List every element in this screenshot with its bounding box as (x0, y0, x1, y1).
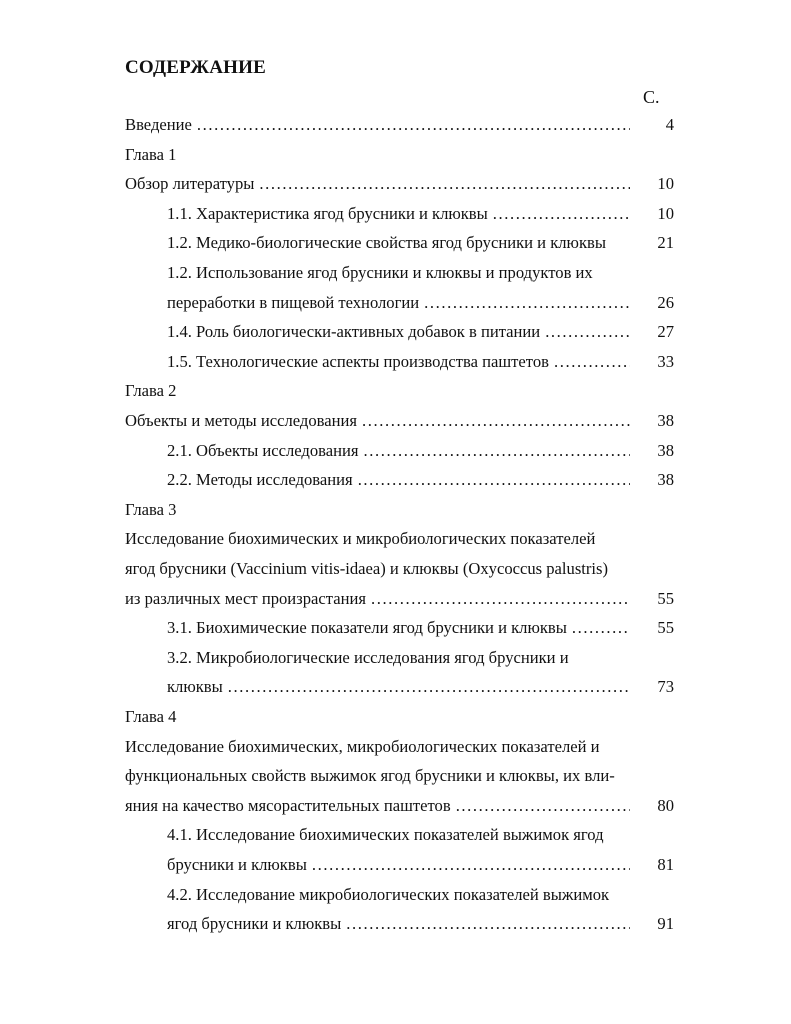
toc-entry-text-line (167, 883, 630, 907)
dot-leader (358, 468, 630, 492)
toc-entry-text-line (125, 379, 630, 403)
dot-leader (456, 794, 630, 818)
dot-leader (259, 172, 630, 196)
toc-entry (167, 231, 674, 255)
toc-page-number: 26 (657, 292, 674, 312)
toc-entry (167, 320, 674, 344)
toc-entry-title: Глава 3 (125, 499, 177, 519)
page-column-header: С. (643, 87, 660, 107)
toc-entry (167, 912, 674, 936)
toc-entry-title: 3.1. Биохимические показатели ягод брусники и клюквы (167, 618, 567, 638)
dot-leader (312, 853, 630, 877)
toc-entry-title: функциональных свойств выжимок ягод брусники и клюквы, их вли- (125, 766, 615, 786)
toc-entry (125, 172, 674, 196)
toc-entry-text-line (125, 705, 630, 729)
dot-leader (554, 350, 630, 374)
toc-entry (167, 616, 674, 640)
dot-leader (228, 675, 630, 699)
dot-leader (493, 202, 630, 226)
toc-page-number: 38 (657, 470, 674, 490)
toc-entry-title: ягод брусники и клюквы (167, 914, 342, 934)
toc-entry-title: переработки в пищевой технологии (167, 292, 420, 312)
toc-entry (167, 468, 674, 492)
toc-page-number: 10 (657, 174, 674, 194)
toc-page-number: 55 (657, 588, 674, 608)
dot-leader (364, 439, 630, 463)
toc-entry-text-line (125, 527, 630, 551)
toc-entry (167, 202, 674, 226)
toc-entry-title: Глава 2 (125, 381, 177, 401)
toc-entry (125, 113, 674, 137)
toc-page-number: 4 (665, 115, 674, 134)
toc-entry-title: 1.4. Роль биологически-активных добавок в питании (167, 322, 541, 342)
toc-entry (167, 350, 674, 374)
page-title: СОДЕРЖАНИЕ (125, 57, 266, 78)
dot-leader (362, 409, 630, 433)
dot-leader (572, 616, 630, 640)
toc-entry (167, 853, 674, 877)
toc-entry-title: 4.1. Исследование биохимических показателей выжимок ягод (167, 825, 604, 845)
toc-page-number: 38 (657, 440, 674, 460)
toc-entry-title: 1.5. Технологические аспекты производства паштетов (167, 351, 549, 371)
toc-entry (125, 587, 674, 611)
toc-entry-text-line (167, 646, 630, 670)
toc-entry-text-line (125, 143, 630, 167)
toc-entry-text-line (125, 557, 630, 581)
toc-page-number: 27 (657, 322, 674, 342)
toc-entry-title: Глава 1 (125, 144, 177, 164)
toc-entry (125, 794, 674, 818)
toc-entry (167, 439, 674, 463)
toc-page-number: 73 (657, 677, 674, 697)
toc-page-number: 10 (657, 203, 674, 223)
toc-entry (125, 409, 674, 433)
toc-entry-title: 4.2. Исследование микробиологических показателей выжимок (167, 884, 610, 904)
toc-entry-title: из различных мест произрастания (125, 588, 366, 608)
toc-entry-title: Обзор литературы (125, 174, 255, 194)
toc-page-number: 91 (657, 914, 674, 934)
toc-entry-title: Исследование биохимических, микробиологических показателей и (125, 736, 600, 756)
toc-entry-title: Глава 4 (125, 707, 177, 726)
dot-leader (371, 587, 630, 611)
toc-entry-text-line (167, 261, 630, 285)
toc-entry-title: 2.1. Объекты исследования (167, 440, 359, 460)
toc-entry-text-line (167, 823, 630, 847)
dot-leader (346, 912, 630, 936)
toc-entry-title: 3.2. Микробиологические исследования ягод брусники и (167, 647, 569, 667)
toc-entry-title: 1.2. Медико-биологические свойства ягод брусники и клюквы (167, 233, 606, 253)
toc-page-number: 38 (657, 411, 674, 430)
toc-entry-title: 1.1. Характеристика ягод брусники и клюквы (167, 203, 488, 223)
toc-entry-title: брусники и клюквы (167, 855, 307, 874)
toc-entry-title: 2.2. Методы исследования (167, 470, 353, 490)
toc-page-number: 55 (657, 618, 674, 638)
toc-entry-text-line (125, 498, 630, 522)
dot-leader (197, 113, 630, 137)
dot-leader (545, 320, 630, 344)
toc-page-number: 21 (657, 233, 674, 253)
toc-page-number: 81 (657, 855, 674, 874)
toc-entry-title: Исследование биохимических и микробиологических показателей (125, 529, 596, 549)
toc-entry-title: клюквы (167, 677, 223, 697)
toc-entry-title: Объекты и методы исследования (125, 411, 357, 430)
toc-entry-title: Введение (125, 115, 192, 134)
toc-entry-title: 1.2. Использование ягод брусники и клюквы и продуктов их (167, 263, 593, 282)
toc-entry (167, 675, 674, 699)
toc-page-number: 33 (657, 351, 674, 371)
toc-entry (167, 291, 674, 315)
dot-leader (424, 291, 630, 315)
toc-entry-title: яния на качество мясорастительных паштетов (125, 795, 451, 815)
toc-entry-title: ягод брусники (Vaccinium vitis-idaea) и клюквы (Oxycoccus palustris) (125, 559, 609, 578)
toc-page-number: 80 (657, 795, 674, 815)
toc-entry-text-line (125, 735, 630, 759)
toc-entry-text-line (125, 764, 630, 788)
